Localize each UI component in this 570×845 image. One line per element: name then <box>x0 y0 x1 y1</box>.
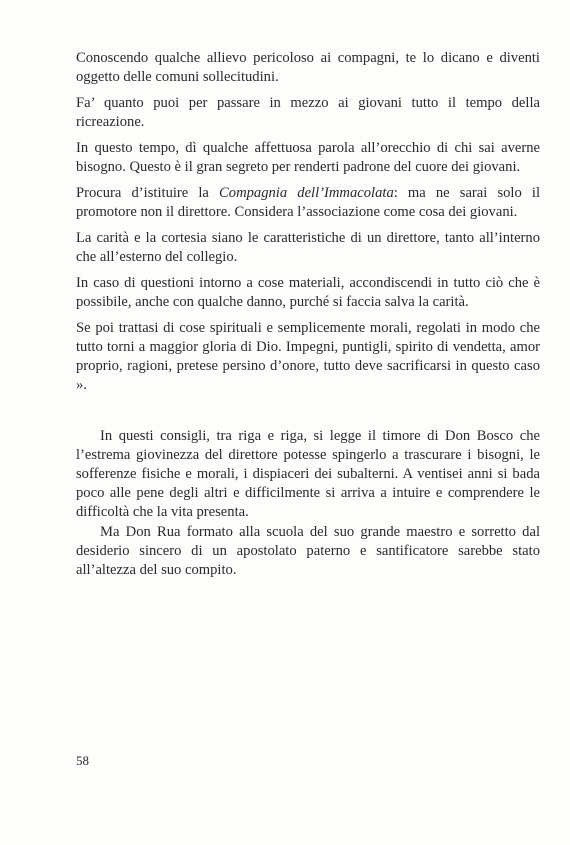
quoted-instructions <box>76 49 540 402</box>
page-number: 58 <box>76 753 89 768</box>
paragraph-2 <box>76 94 540 132</box>
paragraph-4-text-end: : ma ne sarai solo il promotore non il direttore. Considera l’associazione come cosa dei giovani. <box>76 185 541 220</box>
paragraph-7 <box>76 319 540 395</box>
paragraph-3-text: In questo tempo, dì qualche affettuosa parola all’orecchio di chi sai averne bisogno. Questo è il gran segreto per renderti padrone del cuore dei giovani. <box>76 140 540 175</box>
paragraph-4 <box>76 184 540 222</box>
paragraph-2-text: Fa’ quanto puoi per passare in mezzo ai giovani tutto il tempo della ricreazione. <box>76 95 540 130</box>
paragraph-1-text: Conoscendo qualche allievo pericoloso ai compagni, te lo dicano e diventi oggetto delle comuni sollecitudini. <box>76 50 540 85</box>
narrative-paragraph-1: In questi consigli, tra riga e riga, si legge il timore di Don Bosco che l’estrema giovinezza del direttore potesse spingerlo a trascurare i bisogni, le sofferenze fisiche e morali, i dispiaceri dei subalterni. A ventisei anni si bada poco alle pene degli altri e difficilmente si arriva a intuire e comprendere le difficoltà che la vita presenta. <box>76 428 540 520</box>
paragraph-6-text: In caso di questioni intorno a cose materiali, accondiscendi in tutto ciò che è possibile, anche con qualche danno, purché si faccia salva la carità. <box>76 275 540 310</box>
narrative-paragraph-2: Ma Don Rua formato alla scuola del suo grande maestro e sorretto dal desiderio sincero di un apostolato paterno e santificatore sarebbe stato all’altezza del suo compito. <box>76 524 540 578</box>
paragraph-4-italic-title: Compagnia dell’Immacolata <box>219 185 394 201</box>
paragraph-5 <box>76 229 540 267</box>
paragraph-5-text: La carità e la cortesia siano le caratteristiche di un direttore, tanto all’interno che all’esterno del collegio. <box>76 230 540 265</box>
paragraph-1 <box>76 49 540 87</box>
paragraph-6 <box>76 274 540 312</box>
paragraph-7-text: Se poi trattasi di cose spirituali e semplicemente morali, regolati in modo che tutto torni a maggior gloria di Dio. Impegni, puntigli, spirito di vendetta, amor proprio, ragioni, pretese persino d’onore, tutto deve sacrificarsi in questo caso ». <box>76 320 540 393</box>
paragraph-3 <box>76 139 540 177</box>
narrative-section <box>76 427 540 580</box>
paragraph-4-text-start: Procura d’istituire la <box>76 185 220 201</box>
